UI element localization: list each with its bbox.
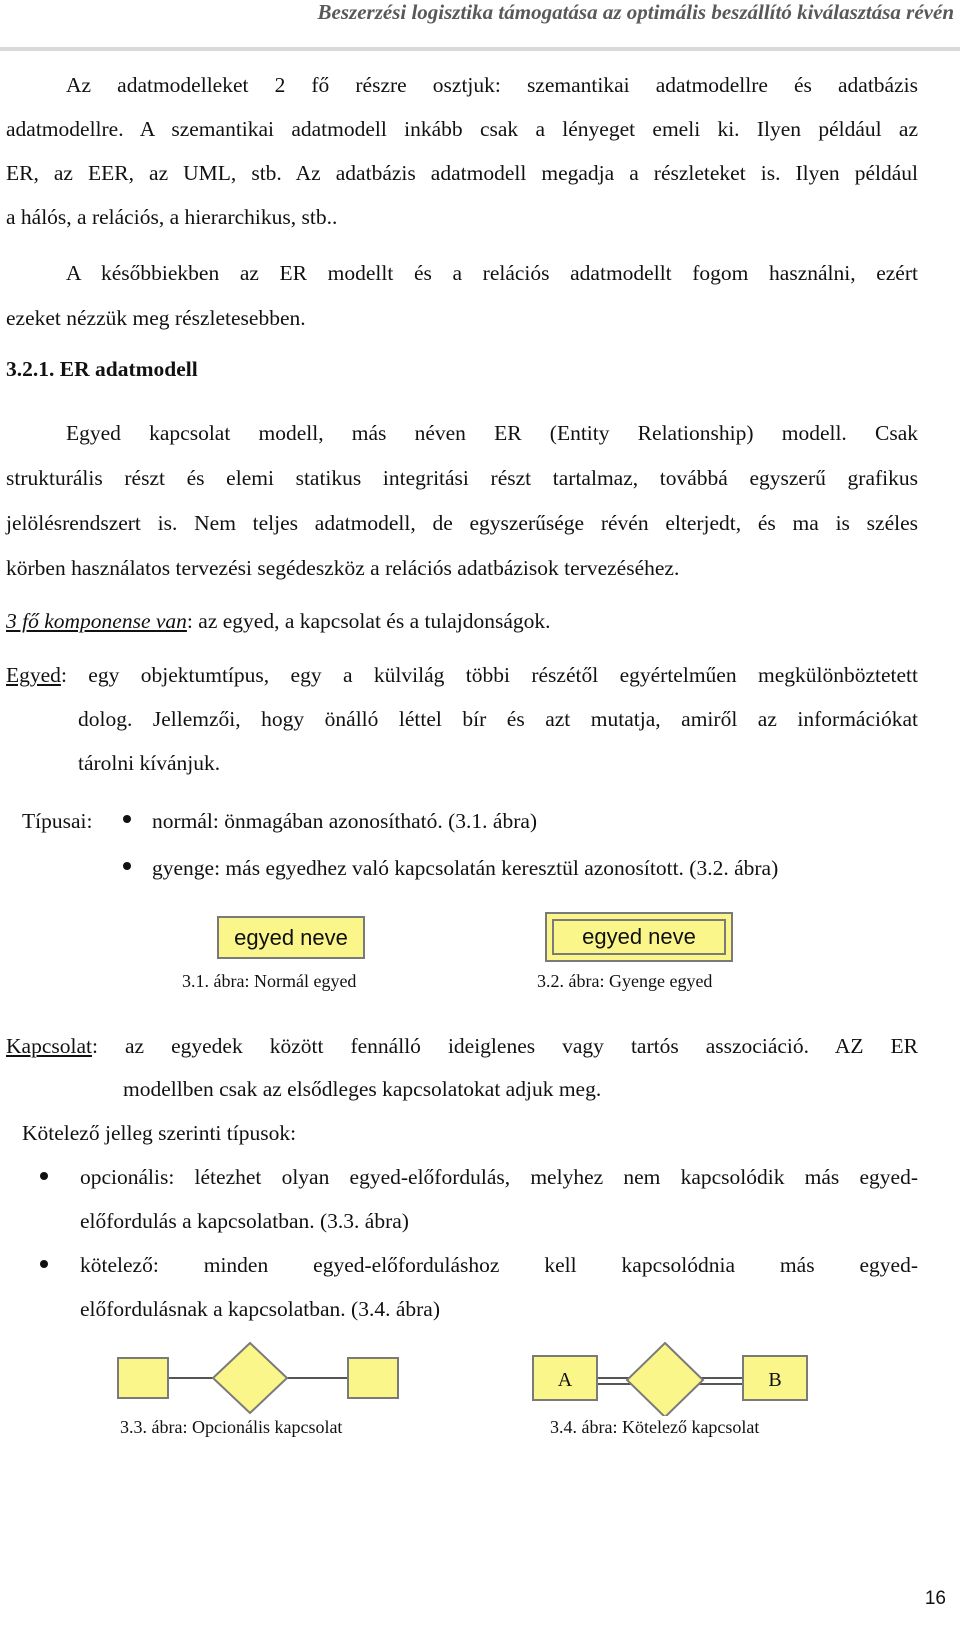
paragraph-line: ER, az EER, az UML, stb. Az adatbázis adatmodell megadja a részleteket is. Ilyen például: [6, 161, 918, 185]
normal-entity-box: egyed neve: [217, 916, 365, 959]
paragraph-line: tárolni kívánjuk.: [78, 751, 221, 775]
paragraph-line: körben használatos tervezési segédeszköz a relációs adatbázisok tervezéséhez.: [6, 556, 680, 580]
mandatory-relationship-diagram: [525, 1340, 825, 1416]
kapcsolat-definition-line: [6, 1023, 918, 1069]
bullet-icon: [40, 1260, 48, 1268]
bullet-icon: [40, 1172, 48, 1180]
subheading: Kötelező jelleg szerinti típusok:: [22, 1121, 297, 1145]
paragraph-line: modellben csak az elsődleges kapcsolatokat adjuk meg.: [123, 1077, 602, 1101]
bullet-icon: [123, 862, 131, 870]
header-title: Beszerzési logisztika támogatása az optimális beszállító kiválasztása révén: [317, 0, 954, 24]
paragraph-line: adatmodellre. A szemantikai adatmodell inkább csak a lényeget emeli ki. Ilyen például az: [6, 117, 918, 141]
components-text: : az egyed, a kapcsolat és a tulajdonságok.: [186, 609, 551, 633]
figure-caption: 3.2. ábra: Gyenge egyed: [537, 971, 713, 991]
relationship-diamond: [213, 1343, 287, 1413]
components-term: 3 fő komponense van: [6, 609, 187, 633]
egyed-term: Egyed: [6, 663, 61, 687]
list-item: normál: önmagában azonosítható. (3.1. ábra): [152, 809, 538, 833]
figure-caption: 3.4. ábra: Kötelező kapcsolat: [550, 1417, 760, 1437]
paragraph-line: strukturális részt és elemi statikus integritási részt tartalmaz, továbbá egyszerű grafikus: [6, 466, 918, 490]
paragraph-line: A későbbiekben az ER modellt és a relációs adatmodellt fogom használni, ezért: [66, 261, 918, 285]
egyed-definition-line: [6, 652, 918, 698]
figure-caption: 3.3. ábra: Opcionális kapcsolat: [120, 1417, 343, 1437]
paragraph-line: Az adatmodelleket 2 fő részre osztjuk: szemantikai adatmodellre és adatbázis: [66, 73, 918, 97]
bullet-icon: [123, 815, 131, 823]
optional-relationship-diagram: [112, 1340, 412, 1416]
section-heading: 3.2.1. ER adatmodell: [6, 357, 198, 381]
tipusai-label: Típusai:: [22, 809, 93, 833]
paragraph-line: ezeket nézzük meg részletesebben.: [6, 306, 306, 330]
relationship-diamond: [627, 1343, 703, 1416]
paragraph-line: Egyed kapcsolat modell, más néven ER (Entity Relationship) modell. Csak: [66, 421, 918, 445]
kapcsolat-text: : az egyedek között fennálló ideiglenes vagy tartós asszociáció. AZ ER: [91, 1034, 918, 1058]
paragraph-line: a hálós, a relációs, a hierarchikus, stb..: [6, 205, 338, 229]
list-item-continuation: előfordulásnak a kapcsolatban. (3.4. ábra): [80, 1297, 440, 1321]
entity-a-label: A: [557, 1369, 573, 1391]
figure-caption: 3.1. ábra: Normál egyed: [182, 971, 357, 991]
weak-entity-box: [545, 912, 733, 962]
list-item: gyenge: más egyedhez való kapcsolatán keresztül azonosított. (3.2. ábra): [152, 856, 779, 880]
entity-rect: [118, 1358, 168, 1398]
list-item: kötelező: minden egyed-előforduláshoz kell kapcsolódnia más egyed-: [80, 1253, 918, 1277]
kapcsolat-term: Kapcsolat: [6, 1034, 92, 1058]
paragraph-line: dolog. Jellemzői, hogy önálló léttel bír és azt mutatja, amiről az információkat: [78, 707, 918, 731]
running-header: [0, 0, 960, 51]
entity-b-label: B: [768, 1369, 782, 1391]
entity-rect: [348, 1358, 398, 1398]
egyed-text: : egy objektumtípus, egy a külvilág többi részétől egyértelműen megkülönböztetett: [60, 663, 918, 687]
list-item: opcionális: létezhet olyan egyed-előfordulás, melyhez nem kapcsolódik más egyed-: [80, 1165, 918, 1189]
components-line: [6, 598, 551, 644]
list-item-continuation: előfordulás a kapcsolatban. (3.3. ábra): [80, 1209, 409, 1233]
paragraph-line: jelölésrendszert is. Nem teljes adatmodell, de egyszerűsége révén elterjedt, és ma is széles: [6, 511, 918, 535]
weak-entity-label: egyed neve: [552, 919, 726, 955]
page-number: 16: [924, 1588, 946, 1609]
